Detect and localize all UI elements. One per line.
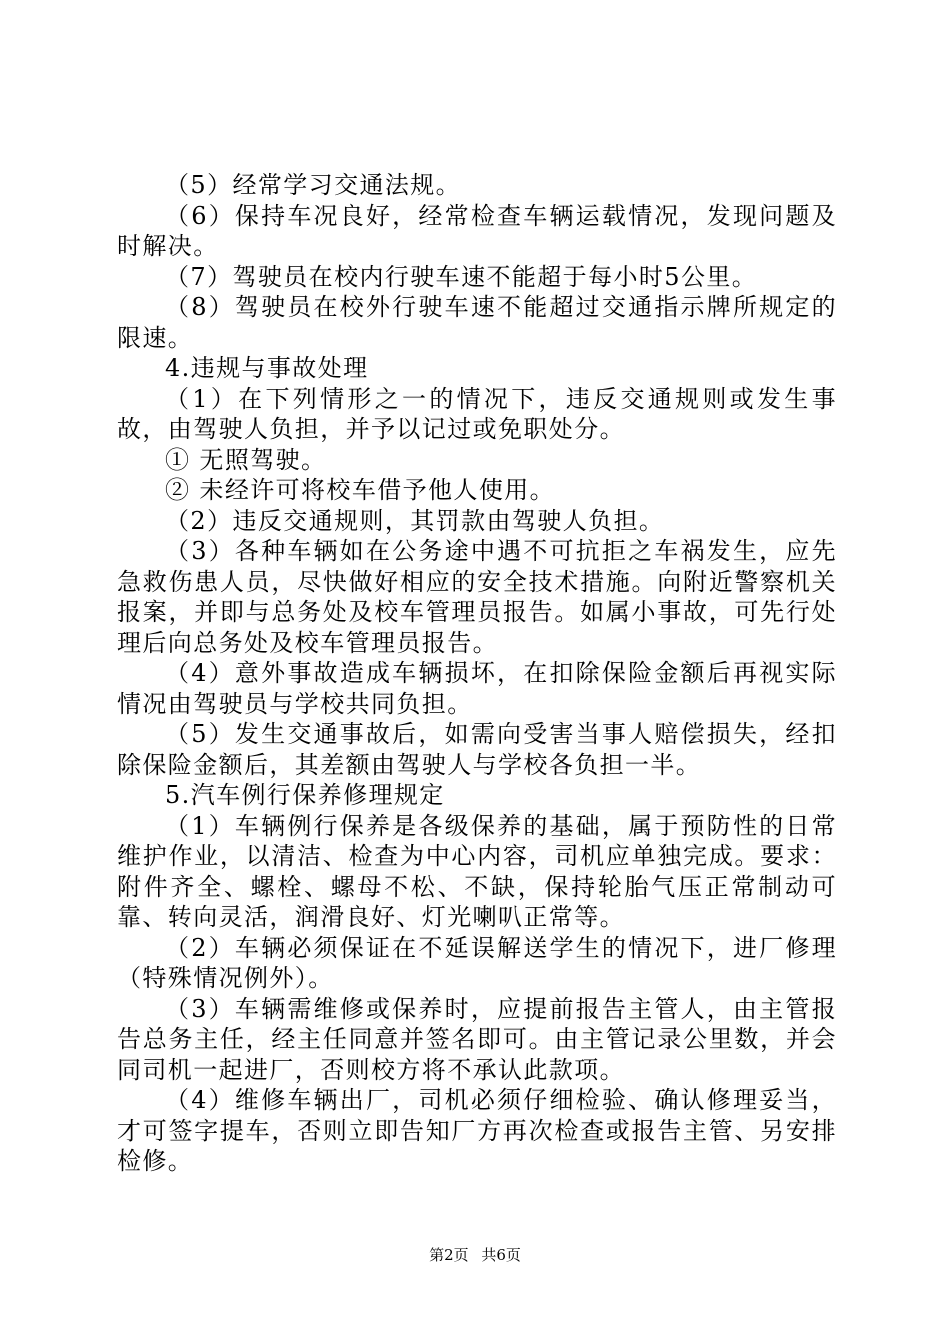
document-body <box>117 170 837 1177</box>
paragraph: （6）保持车况良好，经常检查车辆运载情况，发现问题及时解决。 <box>117 201 837 260</box>
paragraph: （7）驾驶员在校内行驶车速不能超于每小时5公里。 <box>165 262 758 291</box>
page-footer <box>0 1244 950 1265</box>
paragraph: （5）发生交通事故后，如需向受害当事人赔偿损失，经扣除保险金额后，其差额由驾驶人与学校各负担一半。 <box>117 720 837 779</box>
page-total: 共6页 <box>481 1246 521 1264</box>
section-heading: 4.违规与事故处理 <box>165 354 369 382</box>
paragraph: （1）在下列情形之一的情况下，违反交通规则或发生事故，由驾驶人负担，并予以记过或免职处分。 <box>117 384 837 443</box>
paragraph: （4）维修车辆出厂，司机必须仔细检验、确认修理妥当，才可签字提车，否则立即告知厂方再次检查或报告主管、另安排检修。 <box>117 1086 837 1175</box>
paragraph: （8）驾驶员在校外行驶车速不能超过交通指示牌所规定的限速。 <box>117 293 837 352</box>
page-number: 第2页 <box>429 1246 469 1264</box>
paragraph: （2）车辆必须保证在不延误解送学生的情况下，进厂修理（特殊情况例外）。 <box>117 933 837 992</box>
section-heading: 5.汽车例行保养修理规定 <box>165 781 445 809</box>
paragraph: （5）经常学习交通法规。 <box>165 171 462 199</box>
paragraph: （3）车辆需维修或保养时，应提前报告主管人，由主管报告总务主任，经主任同意并签名即可。由主管记录公里数，并会同司机一起进厂，否则校方将不承认此款项。 <box>117 994 837 1084</box>
paragraph: （3）各种车辆如在公务途中遇不可抗拒之车祸发生，应先急救伤患人员，尽快做好相应的安全技术措施。向附近警察机关报案，并即与总务处及校车管理员报告。如属小事故，可先行处理后向总务处及校车管理员报告。 <box>117 537 837 657</box>
paragraph: （1）车辆例行保养是各级保养的基础，属于预防性的日常维护作业，以清洁、检查为中心内容，司机应单独完成。要求：附件齐全、螺栓、螺母不松、不缺，保持轮胎气压正常制动可靠、转向灵活，润滑良好、灯光喇叭正常等。 <box>117 811 837 931</box>
paragraph: （4）意外事故造成车辆损坏，在扣除保险金额后再视实际情况由驾驶员与学校共同负担。 <box>117 659 837 718</box>
list-item: ① 无照驾驶。 <box>165 445 327 474</box>
list-item: ② 未经许可将校车借予他人使用。 <box>165 476 556 504</box>
paragraph: （2）违反交通规则，其罚款由驾驶人负担。 <box>165 506 665 535</box>
